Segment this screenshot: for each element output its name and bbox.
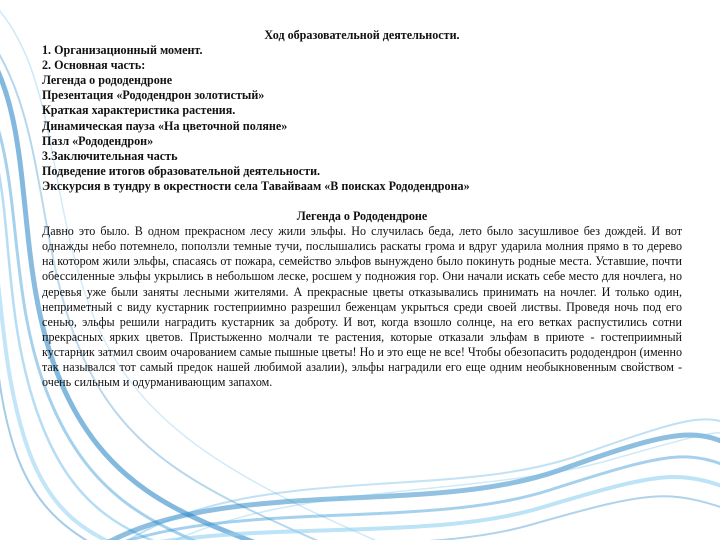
- outline-item: Динамическая пауза «На цветочной поляне»: [42, 118, 288, 133]
- spacer: [42, 194, 682, 209]
- outline-item: 1. Организационный момент.: [42, 43, 203, 58]
- outline-item: Легенда о рододендроне: [42, 73, 173, 88]
- outline-list: [42, 43, 682, 194]
- slide-title: Ход образовательной деятельности.: [264, 28, 460, 42]
- outline-item: 2. Основная часть:: [42, 58, 146, 73]
- slide-content: [42, 28, 682, 390]
- outline-item: Презентация «Рододендрон золотистый»: [42, 88, 265, 103]
- outline-item: Экскурсия в тундру в окрестности села Тавайваам «В поисках Рододендрона»: [42, 178, 470, 193]
- outline-item: Краткая характеристика растения.: [42, 103, 236, 118]
- story-body: Давно это было. В одном прекрасном лесу жили эльфы. Но случилась беда, лето было засушливое без дождей. И вот однажды небо потемнело, поползли темные тучи, послышались раскаты грома и вдруг ударила молния прямо в то дерево на котором жили эльфы, спасаясь от пожара, семейство эльфов вынуждено было покинуть родные места. Уставшие, почти обессиленные эльфы укрылись в небольшом леске, росшем у подножия гор. Они начали искать себе место для ночлега, но деревья уже были заняты лесными жителями. А прекрасные цветы отказывались принимать на ночлег. И только один, неприметный с виду кустарник гостеприимно разрешил беженцам укрыться среди своей листвы. Проведя ночь под его сенью, эльфы решили наградить кустарник за доброту. И вот, когда взошло солнце, на его ветках распустились сотни прекрасных ярких цветов. Пристыженно молчали те растения, которые отказали эльфам в приюте - гостеприимный кустарник затмил своим очарованием самые пышные цветы! Но и это еще не все! Чтобы обезопасить рододендрон (именно так назывался тот самый предок нашей любимой азалии), эльфы наградили его еще одним необыкновенным свойством - очень сильным и одурманивающим запахом.: [42, 224, 682, 390]
- outline-item: 3.Заключительная часть: [42, 148, 178, 163]
- outline-item: Пазл «Рододендрон»: [42, 133, 154, 148]
- story-title: Легенда о Рододендроне: [296, 209, 428, 224]
- outline-item: Подведение итогов образовательной деятельности.: [42, 163, 321, 178]
